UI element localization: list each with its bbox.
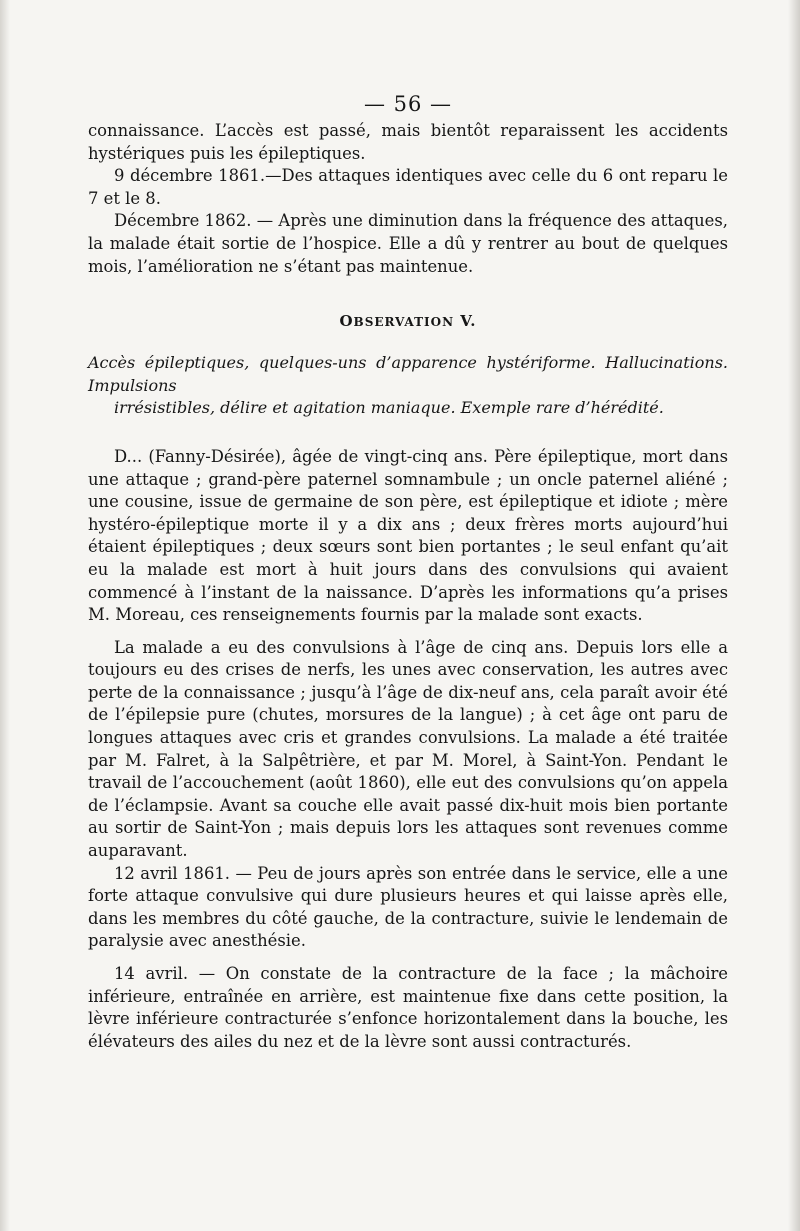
paragraph-patient-history: D... (Fanny-Désirée), âgée de vingt-cinq ans. Père épileptique, mort dans une attaque ; grand-père paternel somnambule ; un oncle paternel aliéné ; une cousine, issue de germaine de son père, est épileptique et idiote ; mère hystéro-épileptique morte il y a dix ans ; deux frères morts aujourd’hui étaient épileptiques ; deux sœurs sont bien portantes ; le seul enfant qu’ait eu la malade est mort à huit jours dans des convulsions qui avaient commencé à l’instant de la naissance. D’après les informations qu’a prises M. Moreau, ces renseignements fournis par la malade sont exacts. [88,446,728,625]
observation-heading [88,312,728,330]
observation-summary [88,352,728,420]
page-left-edge [0,0,10,1231]
paragraph-12-avril: 12 avril 1861. — Peu de jours après son entrée dans le service, elle a une forte attaque convulsive qui dure plusieurs heures et qui laisse après elle, dans les membres du côté gauche, de la contracture, suivie le lendemain de paralysie avec anesthésie. [88,863,728,951]
summary-line-2: irrésistibles, délire et agitation maniaque. Exemple rare d’hérédité. [114,398,664,418]
book-page [88,92,728,1053]
paragraph-continuation: connaissance. L’accès est passé, mais bientôt reparaissent les accidents hystériques puis les épileptiques. [88,121,728,163]
heading-numeral: V. [460,312,477,331]
paragraph-14-avril: 14 avril. — On constate de la contracture de la face ; la mâchoire inférieure, entraînée en arrière, est maintenue fixe dans cette position, la lèvre inférieure contracturée s’enfonce horizontalement dans la bouche, les élévateurs des ailes du nez et de la lèvre sont aussi contracturés. [88,964,728,1051]
paragraph-date-1861: 9 décembre 1861.—Des attaques identiques avec celle du 6 ont reparu le 7 et le 8. [88,166,728,208]
heading-first-letter: O [339,312,354,331]
summary-line-1: Accès épileptiques, quelques-uns d’apparence hystériforme. Hallucinations. Impulsions [88,353,728,395]
heading-rest: BSERVATION [353,315,455,330]
page-number: — 56 — [363,92,453,116]
page-right-edge [788,0,800,1231]
paragraph-convulsions: La malade a eu des convulsions à l’âge de cinq ans. Depuis lors elle a toujours eu des crises de nerfs, les unes avec conservation, les autres avec perte de la connaissance ; jusqu’à l’âge de dix-neuf ans, cela paraît avoir été de l’épilepsie pure (chutes, morsures de la langue) ; à cet âge ont paru de longues attaques avec cris et grandes convulsions. La malade a été traitée par M. Falret, à la Salpêtrière, et par M. Morel, à Saint-Yon. Pendant le travail de l’accouchement (août 1860), elle eut des convulsions qu’on appela de l’éclampsie. Avant sa couche elle avait passé dix-huit mois bien portante au sortir de Saint-Yon ; mais depuis lors les attaques sont revenues comme auparavant. [88,637,728,861]
paragraph-date-1862: Décembre 1862. — Après une diminution dans la fréquence des attaques, la malade était sortie de l’hospice. Elle a dû y rentrer au bout de quelques mois, l’amélioration ne s’étant pas maintenue. [88,211,728,276]
